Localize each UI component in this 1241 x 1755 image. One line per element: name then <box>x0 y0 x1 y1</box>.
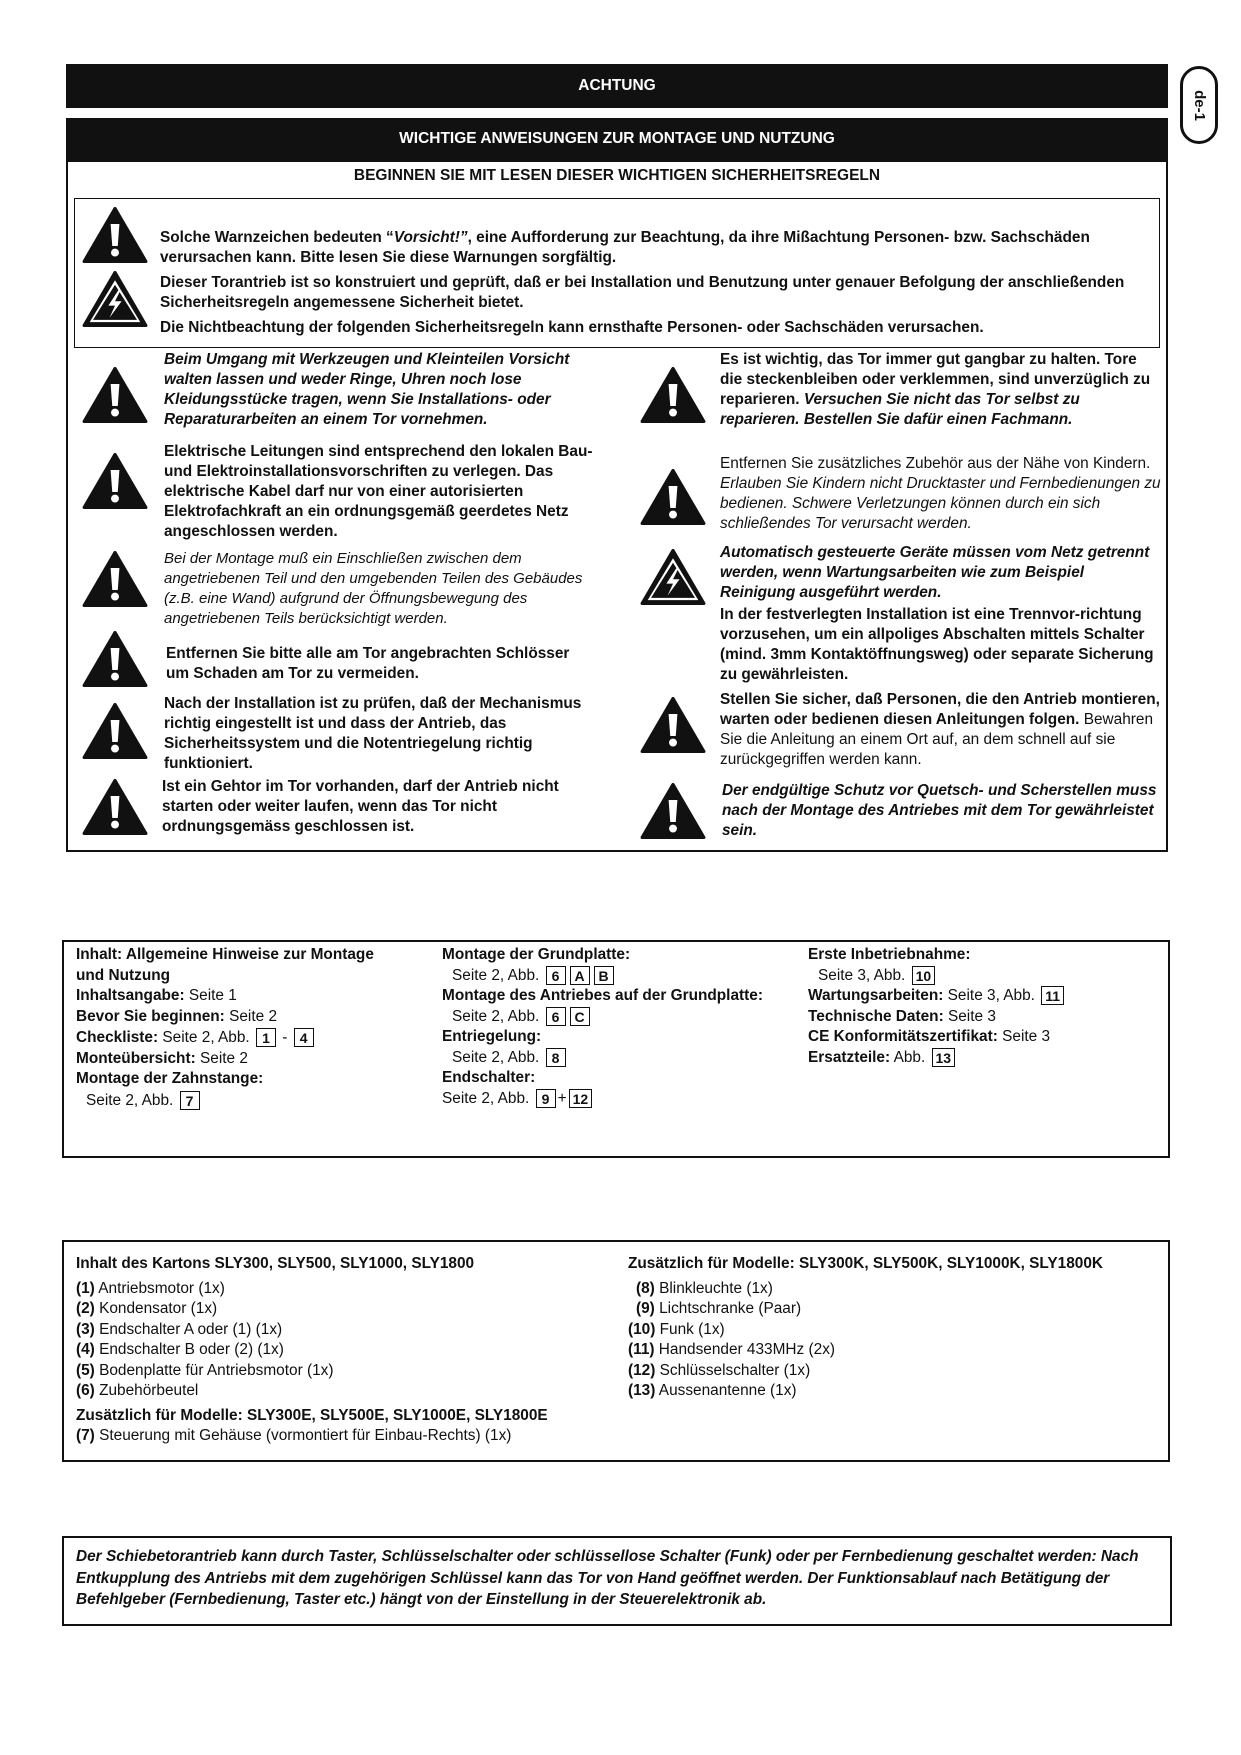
left-warning-2: Elektrische Leitungen sind entsprechend den lokalen Bau- und Elektroinstallationsvorschriften zu verlegen. Das elektrische Kabel darf nur von einer autorisierten Elektrofachkraft an ein ordnungsgemäß geerdetes Netz angeschlossen werden. <box>164 443 593 540</box>
carton-right-list <box>628 1279 1168 1402</box>
carton-item: (9) Lichtschranke (Paar) <box>636 1300 802 1317</box>
carton-item: (6) Zubehörbeutel <box>76 1382 199 1399</box>
figure-ref: 1 <box>256 1028 276 1047</box>
right-warning-5: Der endgültige Schutz vor Quetsch- und Scherstellen muss nach der Montage des Antriebes mit dem Tor gewährleistet sein. <box>722 782 1157 839</box>
carton-item: (13) Aussenantenne (1x) <box>628 1382 797 1399</box>
contents-line: Montage des Antriebes auf der Grundplatte: <box>442 987 763 1004</box>
contents-line: Inhaltsangabe: Seite 1 <box>76 987 237 1004</box>
carton-left-list <box>76 1279 636 1402</box>
warning-icon <box>82 206 148 264</box>
contents-line: Seite 2, Abb. 7 <box>76 1091 416 1112</box>
carton-right <box>628 1254 1168 1402</box>
carton-item: (1) Antriebsmotor (1x) <box>76 1279 225 1297</box>
left-warning-3: Bei der Montage muß ein Einschließen zwischen dem angetriebenen Teil und den umgebenden Teilen des Gebäudes (z.B. eine Wand) aufgrund der Öffnungsbewegung des angetriebenen Teils berücksichtigt werden. <box>164 550 583 627</box>
intro-p2: Dieser Torantrieb ist so konstruiert und geprüft, daß er bei Installation und Benutzung unter genauer Befolgung der anschließenden Sicherheitsregeln angemessene Sicherheit bietet. <box>160 274 1125 311</box>
figure-ref: 9 <box>536 1089 556 1108</box>
electrical-warning-icon <box>82 270 148 328</box>
carton-item: (10) Funk (1x) <box>628 1320 725 1338</box>
warning-icon <box>82 778 148 836</box>
figure-ref: B <box>594 966 614 985</box>
left-warning-5: Nach der Installation ist zu prüfen, daß der Mechanismus richtig eingestellt ist und dass der Antrieb, das Sicherheitssystem und die Notentriegelung richtig funktioniert. <box>164 695 582 772</box>
right-warning-3a: Automatisch gesteuerte Geräte müssen vom Netz getrennt werden, wenn Wartungsarbeiten wie zum Beispiel Reinigung ausgeführt werden. <box>720 544 1150 601</box>
contents-title-2: und Nutzung <box>76 966 171 984</box>
subtitle-bar <box>66 118 1168 160</box>
carton-item: (5) Bodenplatte für Antriebsmotor (1x) <box>76 1361 334 1379</box>
contents-col-1 <box>76 945 416 1111</box>
intro-p1: Solche Warnzeichen bedeuten “Vorsicht!”, eine Aufforderung zur Beachtung, da ihre Mißachtung Personen- bzw. Sachschäden verursachen kann. Bitte lesen Sie diese Warnungen sorgfältig. <box>160 229 1090 266</box>
carton-item: (4) Endschalter B oder (2) (1x) <box>76 1341 284 1358</box>
page-tab-label: de-1 <box>1190 89 1208 121</box>
carton-left <box>76 1254 636 1447</box>
figure-ref: 4 <box>294 1028 314 1047</box>
contents-col-3 <box>808 945 1168 1068</box>
contents-line: Seite 3, Abb. 10 <box>808 966 1168 987</box>
begin-heading: BEGINNEN SIE MIT LESEN DIESER WICHTIGEN SICHERHEITSREGELN <box>353 167 881 184</box>
contents-line: Entriegelung: <box>442 1028 542 1045</box>
figure-ref: 10 <box>912 966 936 985</box>
warning-icon <box>82 630 148 688</box>
carton-item: (2) Kondensator (1x) <box>76 1300 218 1317</box>
warning-icon <box>640 468 706 526</box>
left-warning-1: Beim Umgang mit Werkzeugen und Kleinteilen Vorsicht walten lassen und weder Ringe, Uhren noch lose Kleidungsstücke tragen, wenn Sie Installations- oder Reparaturarbeiten an einem Tor vornehmen. <box>164 351 570 428</box>
electrical-warning-icon <box>640 548 706 606</box>
carton-item: (3) Endschalter A oder (1) (1x) <box>76 1320 283 1338</box>
left-warning-4: Entfernen Sie bitte alle am Tor angebrachten Schlösser um Schaden am Tor zu vermeiden. <box>166 645 570 682</box>
contents-line: Seite 2, Abb. 6 C <box>442 1007 802 1028</box>
contents-line: Seite 2, Abb. 6 A B <box>442 966 802 987</box>
figure-ref: 6 <box>546 1007 566 1026</box>
figure-ref: 6 <box>546 966 566 985</box>
carton-item: (7) Steuerung mit Gehäuse (vormontiert für Einbau-Rechts) (1x) <box>76 1427 512 1444</box>
intro-p3: Die Nichtbeachtung der folgenden Sicherheitsregeln kann ernsthafte Personen- oder Sachschäden verursachen. <box>160 319 984 336</box>
footer-note: Der Schiebetorantrieb kann durch Taster, Schlüsselschalter oder schlüssellose Schalter (Funk) oder per Fernbedienung geschaltet werden: Nach Entkupplung des Antriebs mit dem zugehörigen Schlüssel kann das Tor von Hand geöffnet werden. Der Funktionsablauf nach Betätigung der Befehlgeber (Fernbedienung, Taster etc.) hängt von der Einstellung in der Steuerelektronik ab. <box>76 1548 1139 1608</box>
contents-line: Seite 2, Abb. 8 <box>442 1048 802 1069</box>
right-warning-2: Entfernen Sie zusätzliches Zubehör aus der Nähe von Kindern. Erlauben Sie Kindern nicht Drucktaster und Fernbedienungen zu bedienen. Schwere Verletzungen können durch ein sich schließendes Tor verursacht werden. <box>720 455 1161 532</box>
carton-item: (11) Handsender 433MHz (2x) <box>628 1341 836 1358</box>
right-warning-1: Es ist wichtig, das Tor immer gut gangbar zu halten. Tore die steckenbleiben oder verklemmen, sind unverzüglich zu reparieren. Versuchen Sie nicht das Tor selbst zu reparieren. Bestellen Sie dafür einen Fachmann. <box>720 351 1151 428</box>
contents-line: CE Konformitätszertifikat: Seite 3 <box>808 1028 1051 1045</box>
carton-left-title-2: Zusätzlich für Modelle: SLY300E, SLY500E, SLY1000E, SLY1800E <box>76 1406 548 1424</box>
figure-ref: 7 <box>180 1091 200 1110</box>
warning-icon <box>640 782 706 840</box>
carton-right-title: Zusätzlich für Modelle: SLY300K, SLY500K, SLY1000K, SLY1800K <box>628 1255 1104 1272</box>
contents-title-1: Inhalt: Allgemeine Hinweise zur Montage <box>76 946 374 963</box>
contents-col-2 <box>442 945 802 1109</box>
contents-line: Wartungsarbeiten: Seite 3, Abb. 11 <box>808 986 1168 1007</box>
contents-line: Ersatzteile: Abb. 13 <box>808 1048 1168 1069</box>
carton-item: (8) Blinkleuchte (1x) <box>636 1279 773 1297</box>
figure-ref: 13 <box>932 1048 956 1067</box>
achtung-bar <box>66 64 1168 108</box>
contents-line: Checkliste: Seite 2, Abb. 1 - 4 <box>76 1028 416 1049</box>
contents-line: Seite 2, Abb. 9 + 12 <box>442 1089 802 1110</box>
page-tab <box>1180 66 1218 144</box>
subtitle-title: WICHTIGE ANWEISUNGEN ZUR MONTAGE UND NUTZUNG <box>399 130 835 147</box>
figure-ref: A <box>570 966 590 985</box>
contents-line: Technische Daten: Seite 3 <box>808 1007 996 1025</box>
contents-line: Montage der Grundplatte: <box>442 946 631 963</box>
right-warning-3b: In der festverlegten Installation ist eine Trennvor-richtung vorzusehen, um ein allpoliges Abschalten mittels Schalter (mind. 3mm Kontaktöffnungsweg) oder separate Sicherung zu gewährleisten. <box>720 606 1154 683</box>
warning-icon <box>82 452 148 510</box>
warning-icon <box>640 696 706 754</box>
warning-icon <box>82 550 148 608</box>
contents-line: Erste Inbetriebnahme: <box>808 946 971 963</box>
figure-ref: 8 <box>546 1048 566 1067</box>
figure-ref: 12 <box>569 1089 593 1108</box>
warning-icon <box>82 702 148 760</box>
figure-ref: 11 <box>1041 986 1064 1005</box>
figure-ref: C <box>570 1007 590 1026</box>
carton-left-title: Inhalt des Kartons SLY300, SLY500, SLY1000, SLY1800 <box>76 1255 475 1272</box>
left-warning-6: Ist ein Gehtor im Tor vorhanden, darf der Antrieb nicht starten oder weiter laufen, wenn das Tor nicht ordnungsgemäss geschlossen ist. <box>162 778 559 835</box>
right-warning-4: Stellen Sie sicher, daß Personen, die den Antrieb montieren, warten oder bedienen diesen Anleitungen folgen. Bewahren Sie die Anleitung an einem Ort auf, an dem schnell auf sie zurückgegriffen werden kann. <box>720 691 1160 768</box>
warning-icon <box>640 366 706 424</box>
carton-item: (12) Schlüsselschalter (1x) <box>628 1361 811 1379</box>
contents-line: Monteübersicht: Seite 2 <box>76 1049 248 1067</box>
achtung-title: ACHTUNG <box>578 77 656 94</box>
contents-line: Bevor Sie beginnen: Seite 2 <box>76 1007 278 1025</box>
contents-line: Montage der Zahnstange: <box>76 1070 264 1087</box>
contents-line: Endschalter: <box>442 1069 536 1086</box>
warning-icon <box>82 366 148 424</box>
